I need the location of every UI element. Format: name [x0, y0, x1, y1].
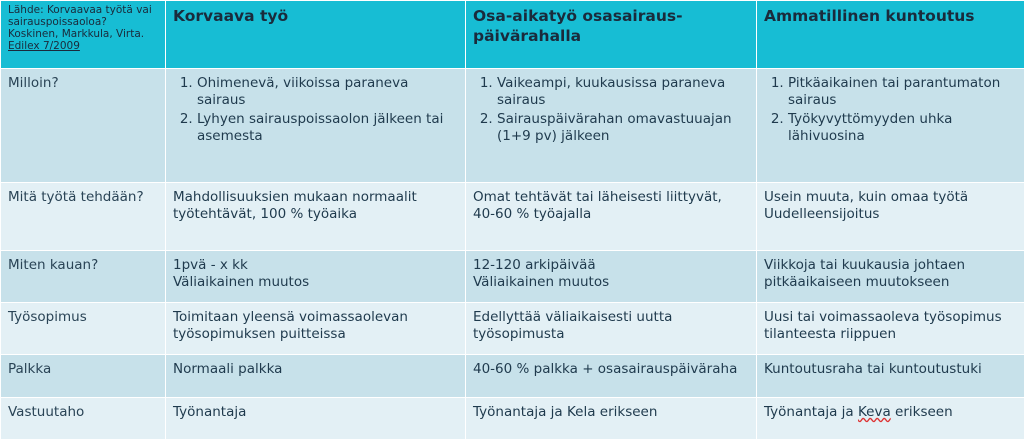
- row-label: Miten kauan?: [1, 251, 166, 303]
- column-header-korvaava-tyo: Korvaava työ: [166, 1, 466, 69]
- cell-line: Viikkoja tai kuukausia johtaen: [764, 257, 1017, 274]
- cell-line: Uudelleensijoitus: [764, 206, 1017, 223]
- table-row-mita-tyota: [1, 183, 1024, 251]
- cell-line: Työnantaja: [173, 404, 458, 421]
- table-cell: [466, 303, 757, 355]
- source-line-2: sairauspoissaoloa?: [8, 16, 158, 28]
- cell-line: työsopimusta: [473, 326, 749, 343]
- list-item: 1. Pitkäaikainen tai parantumaton sairaus: [788, 75, 1017, 109]
- table-cell: [166, 183, 466, 251]
- table-cell: [466, 69, 757, 183]
- table-cell: [757, 251, 1024, 303]
- list-item: 1. Vaikeampi, kuukausissa paraneva sairaus: [497, 75, 749, 109]
- table-row-palkka: [1, 355, 1024, 398]
- cell-line: Väliaikainen muutos: [173, 274, 458, 291]
- cell-line: 12-120 arkipäivää: [473, 257, 749, 274]
- row-label: Työsopimus: [1, 303, 166, 355]
- cell-line: Uusi tai voimassaoleva työsopimus: [764, 309, 1017, 326]
- table-cell: [166, 303, 466, 355]
- cell-line: Usein muuta, kuin omaa työtä: [764, 189, 1017, 206]
- row-label: Milloin?: [1, 69, 166, 183]
- cell-text-part: erikseen: [891, 404, 953, 420]
- cell-line: 40-60 % palkka + osasairauspäiväraha: [473, 361, 749, 378]
- cell-line: 1pvä - x kk: [173, 257, 458, 274]
- list-item: 2. Sairauspäivärahan omavastuuajan (1+9 pv) jälkeen: [497, 111, 749, 145]
- table-cell: [757, 398, 1024, 440]
- cell-line: Normaali palkka: [173, 361, 458, 378]
- source-citation: [1, 1, 166, 69]
- cell-text-part: Työnantaja ja: [764, 404, 858, 420]
- table-cell: [466, 355, 757, 398]
- column-header-ammatillinen-kuntoutus: Ammatillinen kuntoutus: [757, 1, 1024, 69]
- table-cell: [466, 398, 757, 440]
- table-cell: [166, 69, 466, 183]
- table-cell: [166, 398, 466, 440]
- cell-line: pitkäaikaiseen muutokseen: [764, 274, 1017, 291]
- column-header-osa-aikatyo: Osa-aikatyö osasairaus-päivärahalla: [466, 1, 757, 69]
- cell-line: Mahdollisuuksien mukaan normaalit: [173, 189, 458, 206]
- table-cell: [757, 69, 1024, 183]
- source-line-3: Koskinen, Markkula, Virta.: [8, 28, 158, 40]
- table-cell: [757, 303, 1024, 355]
- cell-line: Omat tehtävät tai läheisesti liittyvät,: [473, 189, 749, 206]
- table-cell: [166, 251, 466, 303]
- numbered-list: [764, 75, 1017, 145]
- table-row-miten-kauan: [1, 251, 1024, 303]
- row-label: Palkka: [1, 355, 166, 398]
- row-label: Vastuutaho: [1, 398, 166, 440]
- table-row-milloin: [1, 69, 1024, 183]
- cell-line: työtehtävät, 100 % työaika: [173, 206, 458, 223]
- row-label: Mitä työtä tehdään?: [1, 183, 166, 251]
- table-cell: [466, 251, 757, 303]
- table-row-vastuutaho: [1, 398, 1024, 440]
- spellcheck-flagged-word: Keva: [858, 404, 891, 420]
- cell-line: työsopimuksen puitteissa: [173, 326, 458, 343]
- table-cell: [757, 355, 1024, 398]
- table-cell: [166, 355, 466, 398]
- list-item: 1. Ohimenevä, viikoissa paraneva sairaus: [197, 75, 458, 109]
- header-row: [1, 1, 1024, 69]
- numbered-list: [173, 75, 458, 145]
- cell-line: Työnantaja ja Kela erikseen: [473, 404, 749, 421]
- numbered-list: [473, 75, 749, 145]
- source-line-1: Lähde: Korvaavaa työtä vai: [8, 4, 158, 16]
- cell-line: Kuntoutusraha tai kuntoutustuki: [764, 361, 1017, 378]
- table-cell: [757, 183, 1024, 251]
- list-item: 2. Työkyvyttömyyden uhka lähivuosina: [788, 111, 1017, 145]
- table-cell: [466, 183, 757, 251]
- table-row-tyosopimus: [1, 303, 1024, 355]
- list-item: 2. Lyhyen sairauspoissaolon jälkeen tai asemesta: [197, 111, 458, 145]
- cell-line: Toimitaan yleensä voimassaolevan: [173, 309, 458, 326]
- cell-line: 40-60 % työajalla: [473, 206, 749, 223]
- cell-line: Edellyttää väliaikaisesti uutta: [473, 309, 749, 326]
- cell-line: Väliaikainen muutos: [473, 274, 749, 291]
- source-line-4: Edilex 7/2009: [8, 40, 158, 52]
- cell-line: tilanteesta riippuen: [764, 326, 1017, 343]
